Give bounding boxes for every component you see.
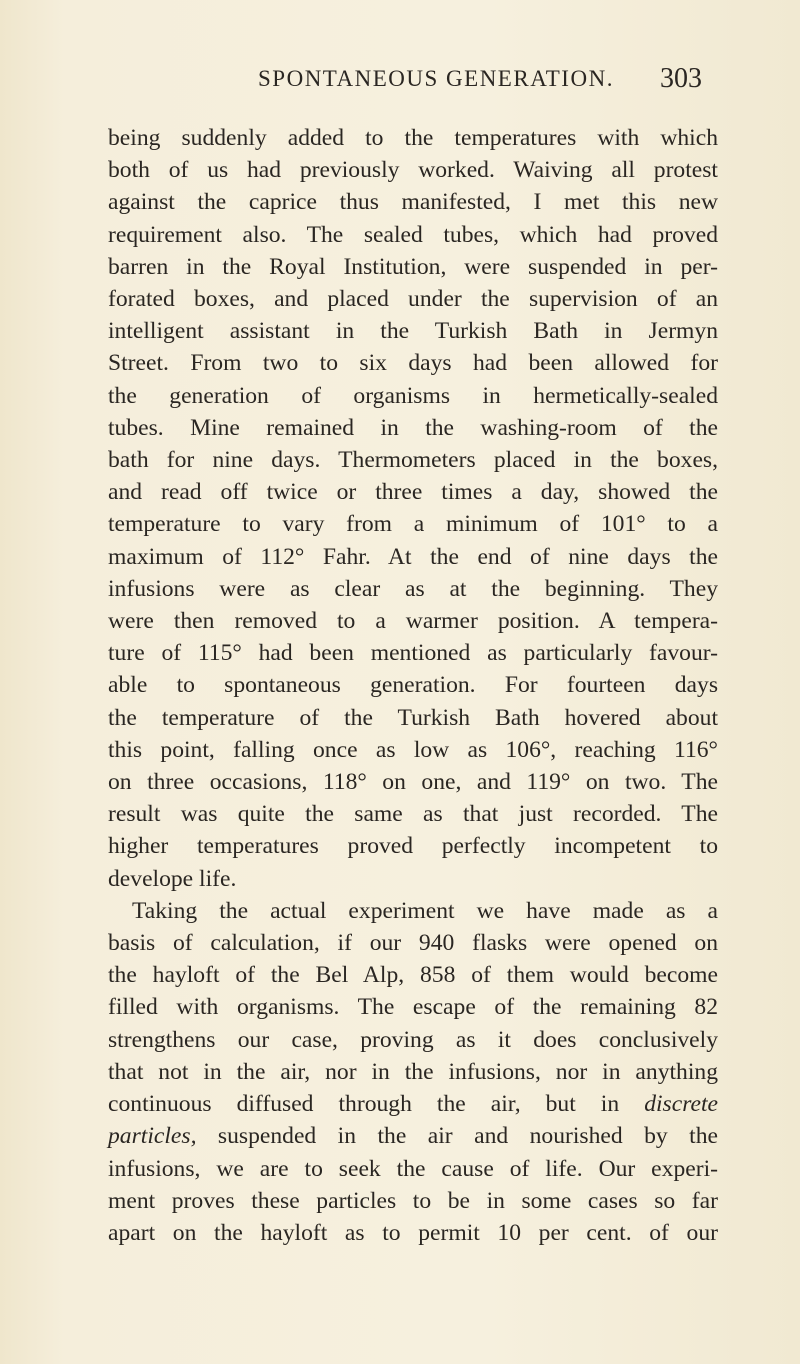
text-line: infusions were as clear as at the beginning. They [108,575,718,602]
text-line: on three occasions, 118° on one, and 119° on two. The [108,769,718,796]
page-number: 303 [660,63,702,94]
text-line: develope life. [108,865,237,892]
text-line: higher temperatures proved perfectly incompetent to [108,833,718,860]
italic-phrase: discrete [644,1091,718,1118]
text-line: basis of calculation, if our 940 flasks were opened on [108,930,718,957]
text-line: maximum of 112° Fahr. At the end of nine days the [108,543,718,570]
text-line: the generation of organisms in hermetically-sealed [108,382,718,409]
text-line: Street. From two to six days had been allowed for [108,350,718,377]
text-line: result was quite the same as that just recorded. The [108,801,718,828]
text-line: this point, falling once as low as 106°, reaching 116° [108,736,718,763]
text-segment: continuous diffused through the air, but in [108,1091,620,1118]
text-line-with-italic [108,1120,718,1152]
text-line: that not in the air, nor in the infusions, nor in anything [108,1058,718,1085]
text-line: able to spontaneous generation. For fourteen days [108,672,718,699]
text-line: were then removed to a warmer position. A tempera- [108,608,718,635]
text-line: barren in the Royal Institution, were suspended in per- [108,253,718,280]
text-line: strengthens our case, proving as it does conclusively [108,1026,718,1053]
text-segment: suspended in the air and nourished by the [196,1123,718,1150]
text-line-with-italic [108,1088,718,1120]
text-line: against the caprice thus manifested, I met this new [108,189,718,216]
text-line: apart on the hayloft as to permit 10 per cent. of our [108,1219,718,1246]
paragraph-start-line: Taking the actual experiment we have made as a [132,897,718,924]
text-line: the temperature of the Turkish Bath hovered about [108,704,718,731]
text-line: requirement also. The sealed tubes, which had proved [108,221,718,248]
text-line: being suddenly added to the temperatures with which [108,125,718,151]
text-line: temperature to vary from a minimum of 101° to a [108,511,718,538]
text-line: forated boxes, and placed under the supervision of an [108,286,718,313]
text-line: infusions, we are to seek the cause of life. Our experi- [108,1155,718,1182]
text-line: ture of 115° had been mentioned as particularly favour- [108,640,718,667]
text-line: filled with organisms. The escape of the remaining 82 [108,994,718,1021]
text-line: and read off twice or three times a day, showed the [108,479,718,506]
text-line: both of us had previously worked. Waiving all protest [108,157,718,184]
text-line: intelligent assistant in the Turkish Bath in Jermyn [108,318,718,345]
text-line: bath for nine days. Thermometers placed in the boxes, [108,447,718,474]
italic-phrase: particles, [108,1123,197,1150]
text-line: tubes. Mine remained in the washing-room of the [108,414,718,441]
text-line: the hayloft of the Bel Alp, 858 of them would become [108,962,718,989]
body-text [108,122,718,1249]
running-title: SPONTANEOUS GENERATION. [258,66,614,91]
text-line: ment proves these particles to be in some cases so far [108,1187,718,1214]
